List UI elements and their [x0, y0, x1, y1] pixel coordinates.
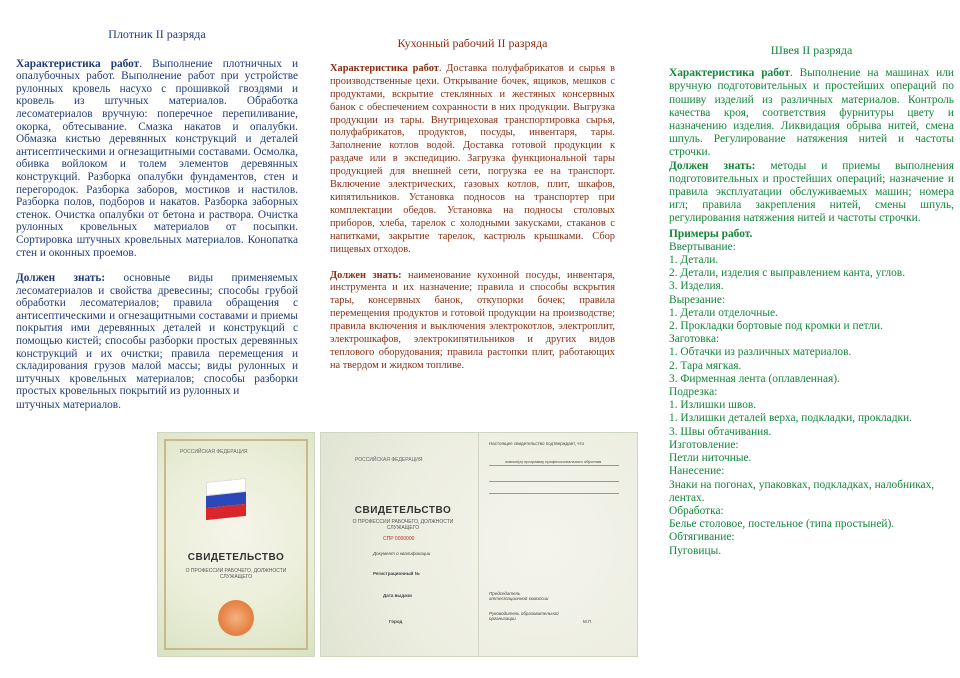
list-item: Заготовка:: [669, 333, 720, 346]
certificate-number: СПР 0000000: [383, 536, 415, 542]
knowledge-paragraph: [16, 272, 298, 398]
list-item: 1. Детали отделочные.: [669, 306, 778, 319]
list-item: 3. Фирменная лента (оплавленная).: [669, 372, 840, 385]
list-item: Изготовление:: [669, 438, 739, 451]
characteristics-label: Характеристика работ: [330, 62, 439, 74]
certificate-subtitle: О ПРОФЕССИИ РАБОЧЕГО, ДОЛЖНОСТИ СЛУЖАЩЕГО: [185, 568, 287, 580]
examples-title: Примеры работ.: [669, 227, 753, 240]
certificate-country: РОССИЙСКАЯ ФЕДЕРАЦИЯ: [180, 449, 248, 455]
column-seamstress: [669, 0, 954, 558]
list-item: 1. Обтачки из различных материалов.: [669, 346, 852, 359]
russian-flag-icon: [206, 478, 246, 518]
list-item: Белье столовое, постельное (типа простыней).: [669, 518, 895, 531]
examples-list: [669, 241, 954, 558]
list-item: Обработка:: [669, 504, 724, 517]
list-item: 2. Детали, изделия с выправлением канта, углов.: [669, 267, 906, 280]
knowledge-label: Должен знать:: [330, 269, 402, 281]
section-title: Плотник II разряда: [108, 27, 206, 41]
column-carpenter: [16, 0, 298, 412]
commission-chair-label: Председатель аттестационной комиссии: [489, 591, 549, 601]
list-item: Пуговицы.: [669, 544, 722, 557]
characteristics-text: . Доставка полуфабрикатов и сырья в производственные цехи. Открывание бочек, ящиков, мешков с продуктами, вскрытие стеклянных и жестяных консервных банок с обеспечением сохранности в них продукции. Выгрузка продукции из тары. Внутрицеховая транспортировка сырья, полуфабрикатов, продуктов, посуды, инвентаря, тары. Заполнение котлов водой. Доставка готовой продукции к раздаче или в экспедицию. Загрузка функциональной тары продукцией для внешней сети, погрузка ее на транспорт. Включение электрических, газовых котлов, плит, шкафов, кипятильников. Установка подносов на транспортер при комплектации обедов. Установка на подносы столовых приборов, хлеба, тарелок с холодными закусками, стаканов с напитками, закрытие тарелок, кастрюль крышками. Сбор пищевых отходов.: [330, 62, 615, 255]
characteristics-label: Характеристика работ: [669, 67, 790, 80]
city-label: Город: [389, 619, 403, 624]
registration-label: Регистрационный №: [373, 571, 420, 576]
knowledge-text: основные виды применяемых лесоматериалов и свойства древесины; способы грубой обработки лесоматериалов; правила обращения с антисептическими и огнезащитными составами и приемы покрытия ими деревянных деталей и конструкций с помощью кистей; способы разборки простых деревянных конструкций и их очистки; правила перемещения и складирования грузов малой массы; виды рулонных и штучных кровельных материалов; способы разборки простых кровельных покрытий из рулонных и: [16, 272, 298, 398]
list-item: 2. Прокладки бортовые под кромки и петли.: [669, 320, 883, 333]
list-item: Знаки на погонах, упаковках, подкладках, налобниках, лентах.: [669, 478, 935, 504]
certificate-title: СВИДЕТЕЛЬСТВО: [187, 552, 285, 563]
list-item: 1. Излишки деталей верха, подкладки, прокладки.: [669, 412, 912, 425]
characteristics-paragraph: [330, 63, 615, 257]
characteristics-text: . Выполнение на машинах или вручную подготовительных и простейших операций по пошиву изделий из различных материалов. Контроль качества кроя, соответствия фурнитуры цвету и назначению изделия. Ликвидация обрыва нитей, смена шпуль. Регулирование натяжения нитей и частоты строчки.: [669, 67, 954, 159]
list-item: 1. Детали.: [669, 254, 719, 267]
knowledge-label: Должен знать:: [16, 272, 106, 285]
program-text: освоил(а) программу профессионального обучения: [505, 459, 602, 464]
list-item: 3. Изделия.: [669, 280, 724, 293]
list-item: Вырезание:: [669, 293, 726, 306]
characteristics-text: . Выполнение плотничных и опалубочных работ. Выполнение работ при устройстве рулонных кровель насухо с прошивкой гвоздями и кровель из штучных материалов. Обработка лесоматериалов вручную: поперечное перепиливание, окорка, обтесывание. Смазка накатов и опалубки. Обмазка кистью деревянных конструкций и деталей антисептическими и огнезащитными составами. Осмолка, обивка войлоком и толем элементов деревянных конструкций. Разборка опалубки фундаментов, стен и перегородок. Разборка заборов, мостиков и настилов. Разборка полов, подборов и накатов. Разборка заборных стенок. Очистка опалубки от бетона и раствора. Очистка рулонных кровельных материалов от посыпки. Сортировка штучных кровельных материалов. Конопатка стен и оконных проемов.: [16, 57, 298, 259]
characteristics-label: Характеристика работ: [16, 57, 140, 70]
characteristics-paragraph: [16, 58, 298, 260]
right-heading-text: Настоящее свидетельство подтверждает, что: [489, 441, 585, 446]
knowledge-text: методы и приемы выполнения подготовительных и простейших операций; назначение и правила эксплуатации обслуживаемых машин; номера игл; правила закрепления нитей, смены шпуль, регулирования натяжения нитей и частоты строчки.: [669, 159, 954, 225]
document-label: Документ о квалификации: [373, 551, 431, 556]
list-item: 1. Излишки швов.: [669, 399, 757, 412]
list-item: 2. Тара мягкая.: [669, 359, 742, 372]
organization-head-label: Руководитель образовательной организации: [489, 611, 559, 621]
section-title: Швея II разряда: [770, 43, 853, 57]
list-item: Ввертывание:: [669, 240, 736, 253]
certificate-fold: [478, 433, 479, 656]
knowledge-label: Должен знать:: [669, 159, 756, 172]
knowledge-paragraph: [669, 160, 954, 226]
stamp-label: М.П.: [583, 619, 593, 624]
certificate-open-image: [320, 432, 638, 657]
section-title: Кухонный рабочий II разряда: [397, 36, 548, 50]
column-kitchen-worker: [330, 0, 615, 373]
list-item: Обтягивание:: [669, 531, 735, 544]
list-item: Нанесение:: [669, 465, 725, 478]
list-item: Петли ниточные.: [669, 452, 752, 465]
knowledge-tail: штучных материалов.: [16, 399, 121, 412]
list-item: 3. Швы обтачивания.: [669, 425, 772, 438]
certificate-cover-image: [157, 432, 315, 657]
knowledge-text: наименование кухонной посуды, инвентаря, инструмента и их назначение; правила и способы вскрытия тары, консервных банок, откупорки бочек; правила перемещения продуктов и готовой продукции на производстве; правила включения и выключения электрокотлов, электроплит, электрошкафов, электрокипятильников и других видов теплового оборудования; правила растопки плит, работающих на твердом и жидком топливе.: [330, 269, 615, 371]
certificate-title: СВИДЕТЕЛЬСТВО: [354, 505, 452, 516]
emblem-icon: [218, 600, 254, 636]
issue-date-label: Дата выдачи: [383, 593, 412, 598]
characteristics-paragraph: [669, 67, 954, 159]
list-item: Подрезка:: [669, 386, 718, 399]
certificate-subtitle: О ПРОФЕССИИ РАБОЧЕГО, ДОЛЖНОСТИ СЛУЖАЩЕГО: [352, 519, 454, 531]
knowledge-paragraph: [330, 270, 615, 373]
certificate-country: РОССИЙСКАЯ ФЕДЕРАЦИЯ: [355, 457, 423, 463]
